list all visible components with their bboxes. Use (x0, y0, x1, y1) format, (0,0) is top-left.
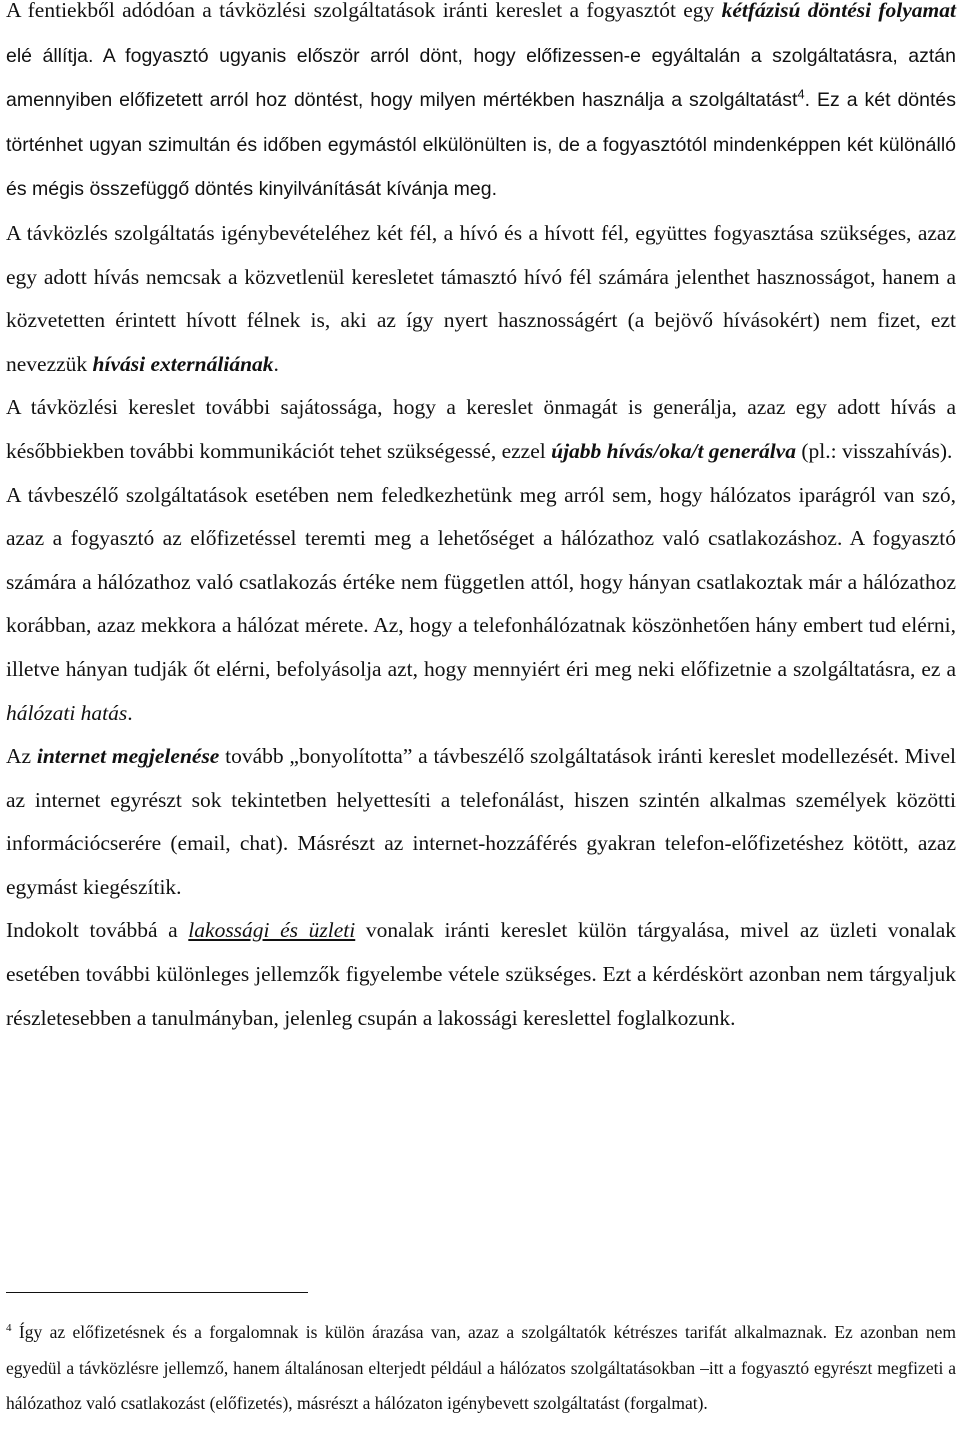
paragraph-self-generating-demand (6, 386, 956, 473)
footnote (6, 1315, 956, 1422)
text: Az (6, 744, 37, 769)
emphasis-call-externality: hívási externáliának (92, 351, 274, 376)
text: vonalak iránti kereslet külön tárgyalása, mivel az üzleti vonalak esetében további különleges jellemzők figyelembe vétele szükséges. Ezt a kérdéskört azonban nem tárgyaljuk részletesebben a tanulmányban, jelenleg csupán a lakossági kereslettel foglalkozunk. (6, 918, 956, 1030)
text: A távbeszélő szolgáltatások esetében nem feledkezhetünk meg arról sem, hogy hálózatos iparágról van szó, azaz a fogyasztó az előfizetéssel teremti meg a lehetőséget a hálózathoz való csatlakozáshoz. A fogyasztó számára a hálózathoz való csatlakozás értéke nem független attól, hogy hányan csatlakoztak már a hálózathoz korábban, azaz mekkora a hálózat mérete. Az, hogy a telefonhálózatnak köszönhetően hány embert tud elérni, illetve hányan tudják őt elérni, befolyásolja azt, hogy mennyiért éri meg neki előfizetnie a szolgáltatásra, ez a (6, 482, 956, 681)
paragraph-residential-business (6, 909, 956, 1040)
footnote-reference[interactable]: 4 (797, 86, 805, 102)
document-body (6, 0, 956, 1040)
text: . Ez a két döntés történhet ugyan szimultán és időben egymástól elkülönülten is, de a fogyasztótól mindenképpen két különálló és mégis összefüggő döntés kinyilvánítását kívánja meg. (6, 89, 956, 201)
text: (pl.: visszahívás). (795, 438, 953, 463)
footnote-marker: 4 (6, 1322, 12, 1335)
text: elé állítja. A fogyasztó ugyanis először arról dönt, hogy előfizessen-e egyáltalán a szolgáltatásra, aztán amennyiben előfizetett arról hoz döntést, hogy milyen mértékben használja a szolgáltatást (6, 44, 956, 112)
emphasis-network-effect: hálózati hatás (6, 700, 128, 725)
text: A fentiekből adódóan a távközlési szolgáltatások iránti kereslet a fogyasztót egy (6, 0, 722, 22)
text: tovább „bonyolította” a távbeszélő szolgáltatások iránti kereslet modellezését. Mivel az internet egyrészt sok tekintetben helyettesíti a telefonálást, hiszen szintén alkalmas személyek közötti információcserére (email, chat). Másrészt az internet-hozzáférés gyakran telefon-előfizetéshez kötött, azaz egymást kiegészítik. (6, 744, 956, 899)
text-sans (6, 45, 956, 201)
text: . (127, 700, 133, 725)
emphasis-two-phase-decision: kétfázisú döntési folyamat (721, 0, 957, 22)
footnote-separator (6, 1292, 308, 1293)
emphasis-residential-business: lakossági és üzleti (188, 918, 356, 943)
emphasis-internet-appearance: internet megjelenése (36, 744, 220, 769)
text: . (273, 351, 279, 376)
text: A távközlés szolgáltatás igénybevételéhez két fél, a hívó és a hívott fél, együttes fogyasztása szükséges, azaz egy adott hívás nemcsak a közvetlenül keresletet támasztó hívó fél számára jelenthet hasznosságot, hanem a közvetetten érintett hívott félnek is, aki az így nyert hasznosságért (a bejövő hívásokért) nem fizet, ezt nevezzük (6, 220, 956, 376)
footnote-text: Így az előfizetésnek és a forgalomnak is külön árazása van, azaz a szolgáltatók kétrészes tarifát alkalmaznak. Ez azonban nem egyedül a távközlésre jellemző, hanem általánosan elterjedt például a hálózatos szolgáltatásokban –itt a fogyasztó egyrészt megfizeti a hálózathoz való csatlakozást (előfizetés), másrészt a hálózaton igénybevett szolgáltatást (forgalmat). (6, 1322, 956, 1414)
text: A távközlési kereslet további sajátossága, hogy a kereslet önmagát is generálja, azaz egy adott hívás a későbbiekben további kommunikációt tehet szükségessé, ezzel (6, 395, 956, 463)
paragraph-call-externality (6, 212, 956, 386)
paragraph-internet (6, 735, 956, 909)
emphasis-new-call-generation: újabb hívás/oka/t generálva (551, 438, 796, 463)
text: Indokolt továbbá a (6, 918, 189, 943)
paragraph-network-effect (6, 474, 956, 736)
paragraph-two-phase-decision (6, 0, 956, 212)
